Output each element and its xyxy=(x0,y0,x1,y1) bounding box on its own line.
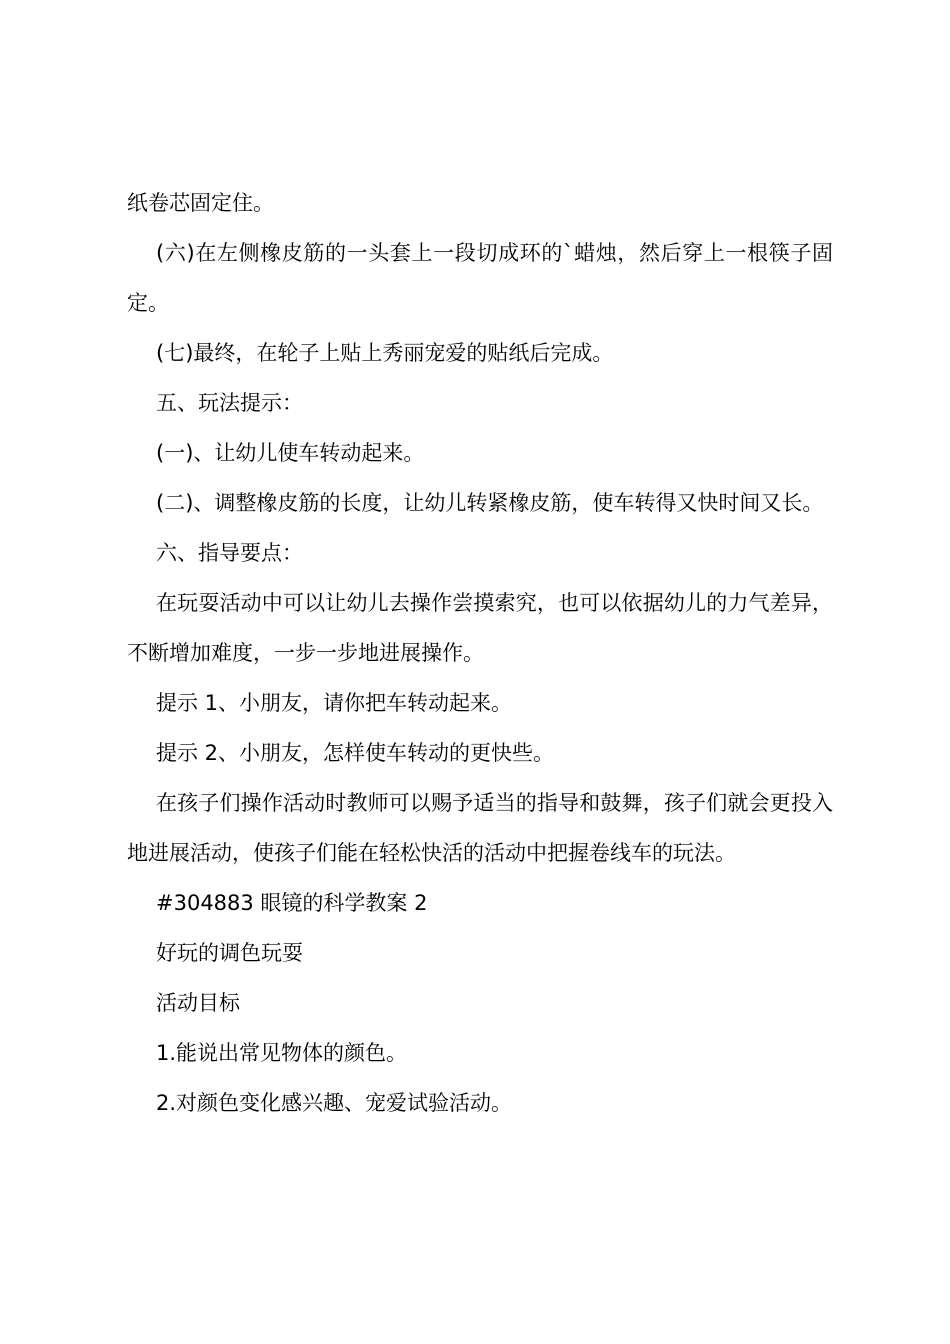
list-item: 2.对颜色变化感兴趣、宠爱试验活动。 xyxy=(156,1091,513,1115)
paragraph: (一)、让幼儿使车转动起来。 xyxy=(156,441,425,465)
paragraph: (七)最终，在轮子上贴上秀丽宠爱的贴纸后完成。 xyxy=(156,341,614,365)
list-item: 1.能说出常见物体的颜色。 xyxy=(156,1041,408,1065)
paragraph: (二)、调整橡皮筋的长度，让幼儿转紧橡皮筋，使车转得又快时间又长。 xyxy=(156,491,824,515)
section-heading: 五、玩法提示： xyxy=(156,391,303,415)
paragraph: 纸卷芯固定住。 xyxy=(127,191,274,215)
activity-title: 好玩的调色玩耍 xyxy=(156,941,303,965)
section-heading: 活动目标 xyxy=(156,991,240,1015)
section-heading: 六、指导要点： xyxy=(156,541,303,565)
paragraph: 提示 1、小朋友，请你把车转动起来。 xyxy=(156,691,513,715)
document-body xyxy=(127,178,833,1128)
paragraph: 提示 2、小朋友，怎样使车转动的更快些。 xyxy=(156,741,555,765)
document-title: #304883 眼镜的科学教案 2 xyxy=(156,891,428,915)
paragraph: 在孩子们操作活动时教师可以赐予适当的指导和鼓舞，孩子们就会更投入地进展活动，使孩子们能在轻松快活的活动中把握卷线车的玩法。 xyxy=(127,791,833,865)
paragraph: (六)在左侧橡皮筋的一头套上一段切成环的`蜡烛，然后穿上一根筷子固定。 xyxy=(127,241,833,315)
paragraph: 在玩耍活动中可以让幼儿去操作尝摸索究，也可以依据幼儿的力气差异，不断增加难度，一步一步地进展操作。 xyxy=(127,591,833,665)
